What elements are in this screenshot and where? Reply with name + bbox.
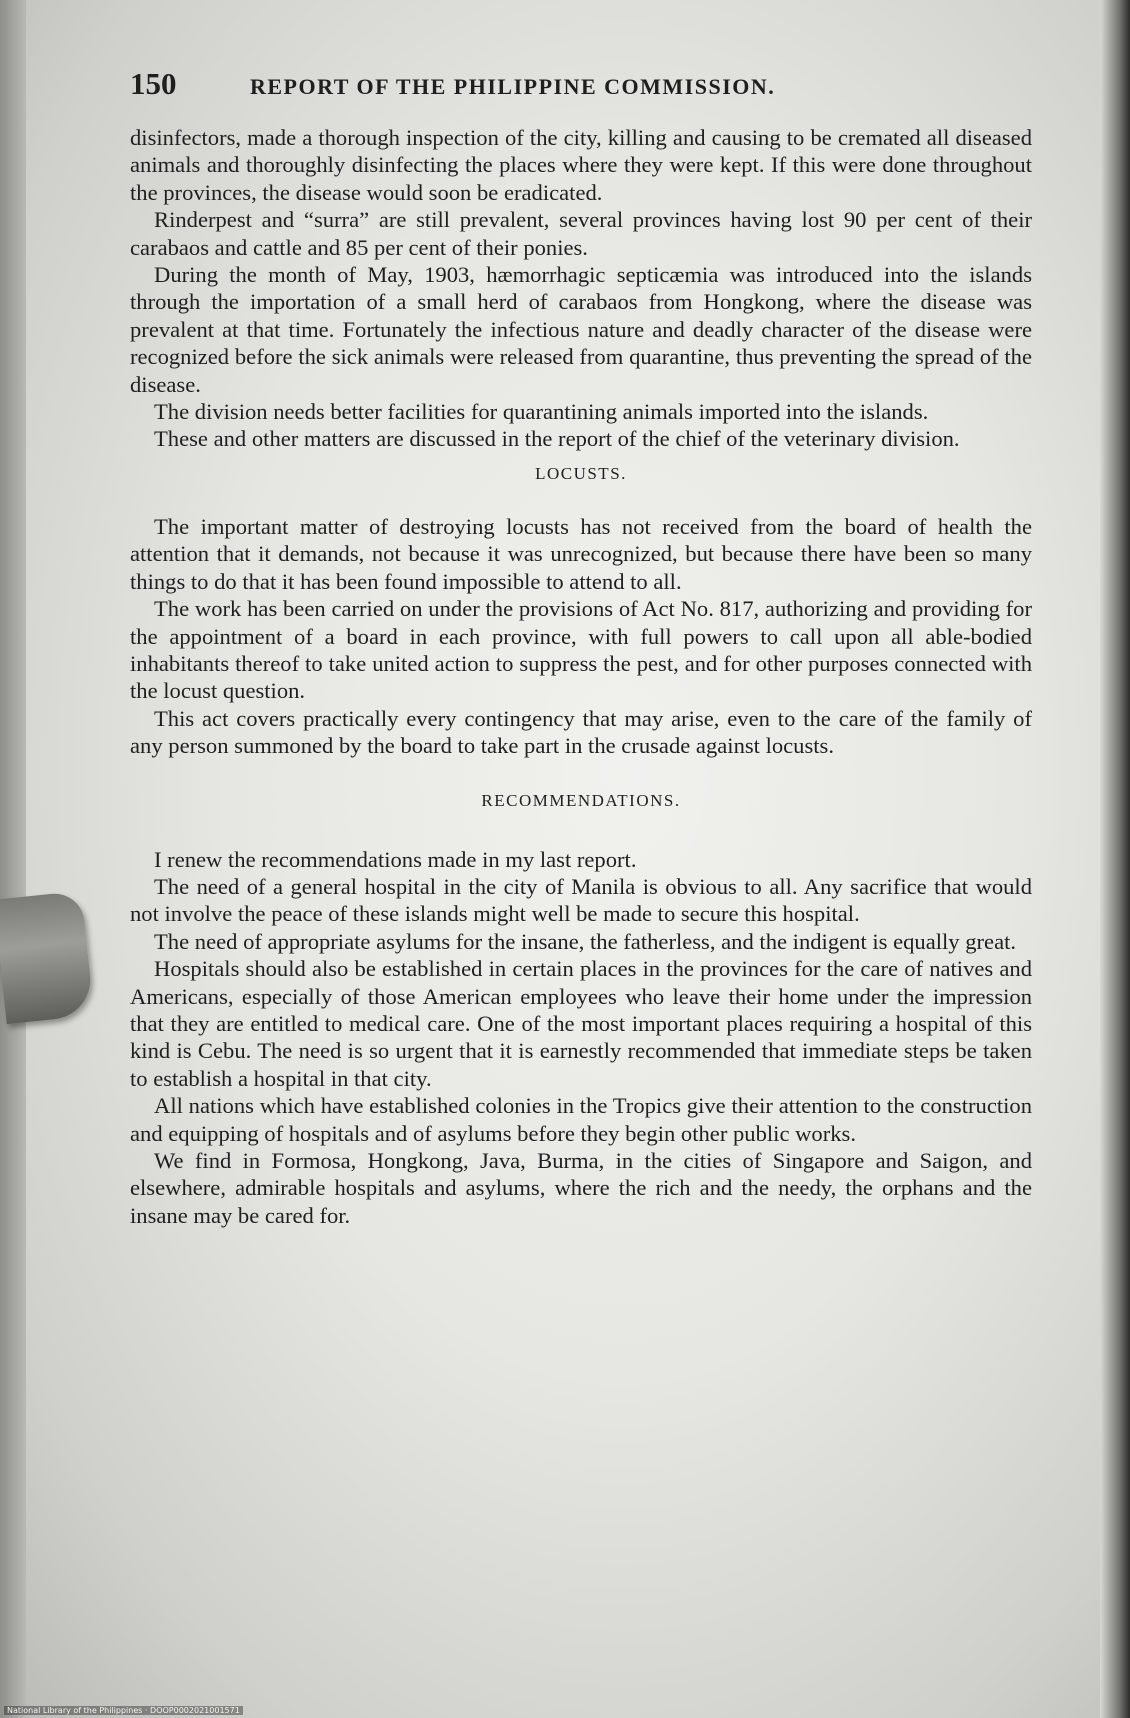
paragraph: The need of a general hospital in the city of Manila is obvious to all. Any sacrifice that would not involve the peace of these islands might well be made to secure this hospital. — [130, 873, 1032, 927]
book-spine-shadow — [0, 0, 26, 1718]
locusts-section — [130, 513, 1032, 760]
paragraph: I renew the recommendations made in my last report. — [154, 846, 637, 872]
paragraph: We find in Formosa, Hongkong, Java, Burma, in the cities of Singapore and Saigon, and elsewhere, admirable hospitals and asylums, where the rich and the needy, the orphans and the insane may be cared for. — [130, 1148, 1032, 1228]
document-page — [130, 66, 1032, 1229]
running-head: REPORT OF THE PHILIPPINE COMMISSION. — [250, 74, 776, 99]
scan-watermark: National Library of the Philippines · DOOP0002021001571 — [4, 1706, 243, 1715]
paragraph: The work has been carried on under the provisions of Act No. 817, authorizing and providing for the appointment of a board in each province, with full powers to call upon all able-bodied inhabitants thereof to take united action to suppress the pest, and for other purposes connected with the locust question. — [130, 596, 1032, 704]
page-header — [130, 66, 1032, 110]
paragraph: Rinderpest and “surra” are still prevalent, several provinces having lost 90 per cent of their carabaos and cattle and 85 per cent of their ponies. — [130, 207, 1032, 260]
paragraph: This act covers practically every contingency that may arise, even to the care of the family of any person summoned by the board to take part in the crusade against locusts. — [130, 705, 1032, 759]
intro-section — [130, 124, 1032, 453]
section-title-recommendations: RECOMMENDATIONS. — [481, 790, 681, 810]
paragraph: These and other matters are discussed in the report of the chief of the veterinary division. — [154, 426, 960, 452]
paragraph: The division needs better facilities for quarantining animals imported into the islands. — [154, 399, 929, 425]
section-title-locusts: LOCUSTS. — [535, 463, 627, 483]
paragraph: disinfectors, made a thorough inspection of the city, killing and causing to be cremated all diseased animals and thoroughly disinfecting the places where they were kept. If this were done throughout the provinces, the disease would soon be eradicated. — [130, 125, 1032, 205]
page-number: 150 — [130, 66, 177, 101]
paragraph: During the month of May, 1903, hæmorrhagic septicæmia was introduced into the islands through the importation of a small herd of carabaos from Hongkong, where the disease was prevalent at that time. Fortunately the infectious nature and deadly character of the disease were recognized before the sick animals were released from quarantine, thus preventing the spread of the disease. — [130, 262, 1032, 397]
paragraph: The need of appropriate asylums for the insane, the fatherless, and the indigent is equally great. — [154, 928, 1017, 954]
page-clip — [0, 891, 94, 1025]
page-edge-shadow — [1100, 0, 1130, 1718]
recommendations-section — [130, 846, 1032, 1230]
paragraph: The important matter of destroying locusts has not received from the board of health the attention that it demands, not because it was unrecognized, but because there have been so many things to do that it has been found impossible to attend to all. — [130, 513, 1032, 594]
paragraph: Hospitals should also be established in certain places in the provinces for the care of natives and Americans, especially of those American employees who leave their home under the impression that they are entitled to medical care. One of the most important places requiring a hospital of this kind is Cebu. The need is so urgent that it is earnestly recommended that immediate steps be taken to establish a hospital in that city. — [130, 956, 1032, 1091]
paragraph: All nations which have established colonies in the Tropics give their attention to the construction and equipping of hospitals and of asylums before they begin other public works. — [130, 1093, 1032, 1146]
